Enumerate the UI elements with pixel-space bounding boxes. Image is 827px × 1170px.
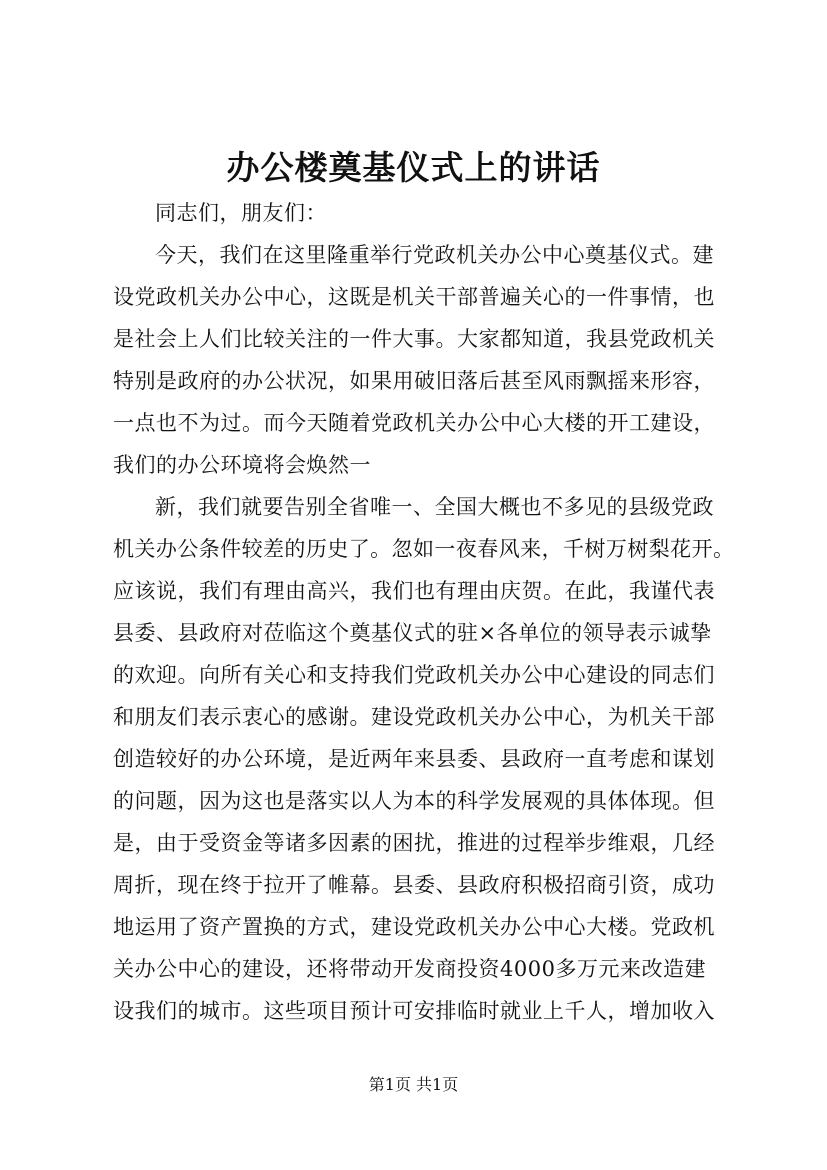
text-line: 的问题，因为这也是落实以人为本的科学发展观的具体体现。但 [113,789,715,813]
text-line: 和朋友们表示衷心的感谢。建设党政机关办公中心，为机关干部 [113,705,715,729]
text-line: 是，由于受资金等诸多因素的困扰，推进的过程举步维艰，几经 [113,831,715,855]
text-line: 周折，现在终于拉开了帷幕。县委、县政府积极招商引资，成功 [113,873,715,897]
text-line: 创造较好的办公环境，是近两年来县委、县政府一直考虑和谋划 [113,747,715,771]
text-line: 的欢迎。向所有关心和支持我们党政机关办公中心建设的同志们 [113,663,715,687]
text-line: 县委、县政府对莅临这个奠基仪式的驻×各单位的领导表示诚挚 [113,621,712,645]
text-line: 我们的办公环境将会焕然一 [113,453,371,477]
text-line: 设我们的城市。这些项目预计可安排临时就业上千人，增加收入 [113,999,715,1023]
salutation-line: 同志们，朋友们： [155,201,327,225]
text-line: 关办公中心的建设，还将带动开发商投资4000多万元来改造建 [113,957,706,981]
text-line: 机关办公条件较差的历史了。忽如一夜春风来，千树万树梨花开。 [113,537,735,561]
document-title: 办公楼奠基仪式上的讲话 [226,148,601,187]
page-number-footer: 第1页 共1页 [368,1075,459,1094]
text-line: 是社会上人们比较关注的一件大事。大家都知道，我县党政机关 [113,327,715,351]
text-line: 今天，我们在这里隆重举行党政机关办公中心奠基仪式。建 [155,243,714,267]
text-line: 新，我们就要告别全省唯一、全国大概也不多见的县级党政 [155,495,714,519]
text-line: 地运用了资产置换的方式，建设党政机关办公中心大楼。党政机 [113,915,715,939]
text-line: 特别是政府的办公状况，如果用破旧落后甚至风雨飘摇来形容， [113,369,715,393]
text-line: 一点也不为过。而今天随着党政机关办公中心大楼的开工建设， [113,411,715,435]
text-line: 设党政机关办公中心，这既是机关干部普遍关心的一件事情，也 [113,285,715,309]
text-line: 应该说，我们有理由高兴，我们也有理由庆贺。在此，我谨代表 [113,579,715,603]
